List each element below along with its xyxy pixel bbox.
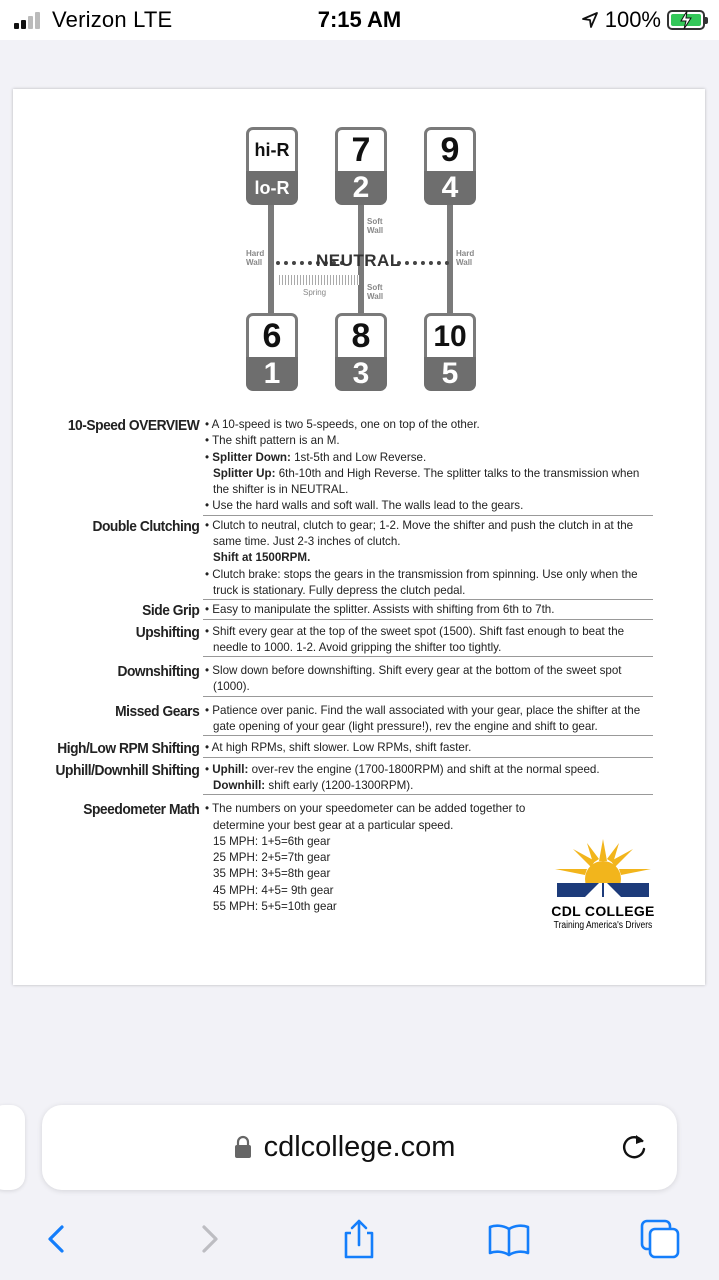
section-body <box>203 663 653 697</box>
knob-reverse: hi-R lo-R <box>246 127 298 265</box>
location-arrow-icon <box>581 11 599 29</box>
battery-percent: 100% <box>604 7 661 32</box>
spring-graphic <box>279 275 359 285</box>
section-label: Side Grip <box>142 602 200 620</box>
hard-wall-left: Hard Wall <box>246 249 265 267</box>
sunburst-road-icon <box>543 839 663 903</box>
sg-line: • Easy to manipulate the splitter. Assists with shifting from 6th to 7th. <box>205 603 555 617</box>
section-label: High/Low RPM Shifting <box>57 740 200 758</box>
overview-line: • The shift pattern is an M. <box>205 434 340 448</box>
knob-8-3: 8 3 <box>335 313 387 451</box>
section-label: Double Clutching <box>92 517 200 535</box>
previous-tab-peek[interactable] <box>0 1105 25 1190</box>
section-label: Missed Gears <box>115 702 200 720</box>
sm-line: 55 MPH: 5+5=10th gear <box>213 900 337 914</box>
soft-wall-lower: Soft Wall <box>367 283 384 301</box>
hill-line: • Uphill: over-rev the engine (1700-1800RPM) and shift at the normal speed. <box>205 762 600 776</box>
reload-icon[interactable] <box>616 1129 652 1165</box>
down-line: • Slow down before downshifting. Shift every gear at the bottom of the sweet spot (1000). <box>205 664 622 694</box>
section-body <box>203 703 653 737</box>
carrier-label: Verizon LTE <box>52 7 173 32</box>
knob-7-2: 7 2 <box>335 127 387 265</box>
section-label: Uphill/Downhill Shifting <box>55 761 200 779</box>
url-text: cdlcollege.com <box>263 1131 456 1163</box>
status-time: 7:15 AM <box>317 7 402 32</box>
section-body <box>203 740 653 757</box>
logo-name: CDL COLLEGE <box>551 903 655 919</box>
dc-line: • Clutch brake: stops the gears in the transmission from spinning. Use only when the truck is stationary. Fully depress the clutch pedal. <box>205 567 638 597</box>
hill-line: Downhill: shift early (1200-1300RPM). <box>213 778 414 792</box>
section-body <box>203 624 653 658</box>
section-side-grip <box>13 602 705 619</box>
section-label: Upshifting <box>135 623 200 641</box>
section-upshifting <box>13 624 705 658</box>
section-hill <box>13 762 705 796</box>
rpm-line: • At high RPMs, shift slower. Low RPMs, shift faster. <box>205 741 472 755</box>
soft-wall-upper: Soft Wall <box>367 217 384 235</box>
logo-tagline: Training America's Drivers <box>553 920 653 931</box>
sm-line: • The numbers on your speedometer can be added together to determine your best gear at a particular speed. <box>205 802 526 832</box>
overview-line: Splitter Up: 6th-10th and High Reverse. The splitter talks to the transmission when the shifter is in NEUTRAL. <box>213 466 640 497</box>
sm-line: 15 MPH: 1+5=6th gear <box>213 834 331 848</box>
status-bar <box>0 0 719 40</box>
bookmarks-icon[interactable] <box>485 1215 533 1263</box>
section-overview <box>13 417 705 516</box>
neutral-line-right <box>397 261 449 265</box>
section-body <box>203 602 653 619</box>
section-double-clutching <box>13 518 705 600</box>
overview-line: • Use the hard walls and soft wall. The walls lead to the gears. <box>205 499 524 513</box>
tabs-icon[interactable] <box>636 1215 684 1263</box>
shift-pattern-diagram <box>13 89 705 409</box>
knob-10-5: 10 5 <box>424 313 476 451</box>
section-label: Speedometer Math <box>83 801 200 819</box>
neutral-label: NEUTRAL <box>316 251 401 270</box>
section-body <box>203 417 653 516</box>
overview-line: • Splitter Down: 1st-5th and Low Reverse. <box>205 450 427 464</box>
dc-line: Shift at 1500RPM. <box>213 551 311 565</box>
mg-line: • Patience over panic. Find the wall associated with your gear, place the shifter at the gate opening of your gear (light pressure!), rev the engine and shift to gear. <box>205 703 641 734</box>
spring-label: Spring <box>303 288 327 297</box>
section-downshifting <box>13 663 705 697</box>
section-label: 10-Speed OVERVIEW <box>67 417 200 434</box>
dc-line: • Clutch to neutral, clutch to gear; 1-2. Move the shifter and push the clutch in at the same time. Just 2-3 inches of clutch. <box>205 518 634 549</box>
up-line: • Shift every gear at the top of the sweet spot (1500). Shift fast enough to beat the needle to 1000. 1-2. Avoid gripping the shifter too tightly. <box>205 624 625 654</box>
sm-line: 45 MPH: 4+5= 9th gear <box>213 883 334 897</box>
share-icon[interactable] <box>335 1215 383 1263</box>
knob-6-1: 6 1 <box>246 313 298 451</box>
back-icon[interactable] <box>32 1215 80 1263</box>
sm-line: 35 MPH: 3+5=8th gear <box>213 867 331 881</box>
cdl-college-logo <box>543 839 663 934</box>
overview-line: • A 10-speed is two 5-speeds, one on top of the other. <box>205 418 480 431</box>
section-body <box>203 518 653 600</box>
address-bar[interactable] <box>42 1105 677 1190</box>
section-missed-gears <box>13 703 705 737</box>
hard-wall-right: Hard Wall <box>456 249 475 267</box>
document-page <box>13 89 705 985</box>
safari-toolbar <box>0 1200 719 1280</box>
section-body <box>203 762 653 796</box>
section-rpm <box>13 740 705 757</box>
section-label: Downshifting <box>117 663 200 681</box>
forward-icon[interactable] <box>186 1215 234 1263</box>
knob-9-4: 9 4 <box>424 127 476 265</box>
sm-line: 25 MPH: 2+5=7th gear <box>213 851 331 865</box>
battery-icon <box>667 10 705 30</box>
section-body <box>203 801 543 915</box>
